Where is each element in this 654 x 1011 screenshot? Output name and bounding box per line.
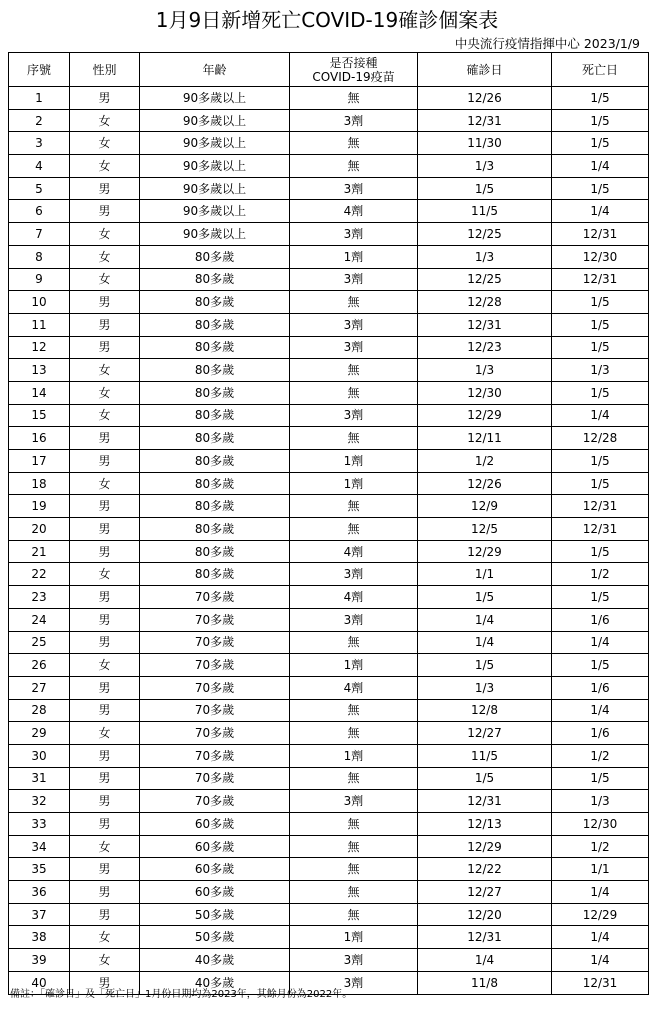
cell-vaccination: 無 [290, 881, 418, 904]
cell-vaccination: 無 [290, 631, 418, 654]
cell-serial: 30 [9, 744, 70, 767]
cell-death-date: 12/31 [552, 518, 649, 541]
cell-diagnosis-date: 1/3 [418, 245, 552, 268]
cell-death-date: 12/30 [552, 813, 649, 836]
cell-diagnosis-date: 12/11 [418, 427, 552, 450]
cell-sex: 男 [70, 177, 140, 200]
cell-sex: 女 [70, 155, 140, 178]
cell-sex: 男 [70, 767, 140, 790]
cell-age: 50多歲 [140, 903, 290, 926]
cell-age: 60多歲 [140, 813, 290, 836]
cell-death-date: 1/4 [552, 200, 649, 223]
cell-vaccination: 3劑 [290, 336, 418, 359]
cell-sex: 男 [70, 608, 140, 631]
cell-diagnosis-date: 12/28 [418, 291, 552, 314]
cell-diagnosis-date: 12/27 [418, 881, 552, 904]
cell-age: 80多歲 [140, 450, 290, 473]
cell-vaccination: 3劑 [290, 313, 418, 336]
table-row [9, 200, 649, 223]
cell-serial: 22 [9, 563, 70, 586]
cell-death-date: 1/4 [552, 155, 649, 178]
table-row [9, 699, 649, 722]
cell-age: 90多歲以上 [140, 223, 290, 246]
cell-death-date: 1/5 [552, 177, 649, 200]
cell-vaccination: 1劑 [290, 450, 418, 473]
cell-diagnosis-date: 12/23 [418, 336, 552, 359]
cell-age: 70多歲 [140, 744, 290, 767]
cell-diagnosis-date: 12/25 [418, 268, 552, 291]
cell-death-date: 1/5 [552, 450, 649, 473]
cell-serial: 10 [9, 291, 70, 314]
cell-serial: 37 [9, 903, 70, 926]
cell-diagnosis-date: 1/2 [418, 450, 552, 473]
death-cases-table [8, 52, 649, 995]
cell-diagnosis-date: 1/3 [418, 155, 552, 178]
cell-vaccination: 無 [290, 903, 418, 926]
cell-death-date: 1/4 [552, 631, 649, 654]
cell-death-date: 1/5 [552, 654, 649, 677]
cell-serial: 17 [9, 450, 70, 473]
cell-serial: 1 [9, 87, 70, 110]
cell-death-date: 1/5 [552, 336, 649, 359]
table-row [9, 427, 649, 450]
cell-vaccination: 3劑 [290, 971, 418, 994]
cell-sex: 女 [70, 722, 140, 745]
cell-vaccination: 4劑 [290, 586, 418, 609]
cell-vaccination: 3劑 [290, 109, 418, 132]
cell-diagnosis-date: 1/4 [418, 631, 552, 654]
cell-serial: 20 [9, 518, 70, 541]
table-row [9, 608, 649, 631]
cell-age: 90多歲以上 [140, 177, 290, 200]
cell-diagnosis-date: 12/8 [418, 699, 552, 722]
cell-diagnosis-date: 12/26 [418, 87, 552, 110]
cell-death-date: 1/3 [552, 359, 649, 382]
cell-age: 80多歲 [140, 472, 290, 495]
cell-vaccination: 3劑 [290, 790, 418, 813]
table-row [9, 381, 649, 404]
cell-diagnosis-date: 12/31 [418, 109, 552, 132]
cell-death-date: 1/5 [552, 291, 649, 314]
cell-sex: 男 [70, 903, 140, 926]
table-row [9, 586, 649, 609]
cell-vaccination: 1劑 [290, 472, 418, 495]
table-row [9, 744, 649, 767]
cell-vaccination: 1劑 [290, 245, 418, 268]
table-row [9, 245, 649, 268]
cell-diagnosis-date: 1/5 [418, 177, 552, 200]
cell-serial: 33 [9, 813, 70, 836]
header-age: 年齡 [140, 53, 290, 87]
cell-serial: 40 [9, 971, 70, 994]
cell-vaccination: 無 [290, 155, 418, 178]
cell-diagnosis-date: 1/3 [418, 359, 552, 382]
cell-serial: 4 [9, 155, 70, 178]
cell-death-date: 12/31 [552, 268, 649, 291]
cell-vaccination: 4劑 [290, 540, 418, 563]
cell-sex: 女 [70, 381, 140, 404]
cell-death-date: 12/28 [552, 427, 649, 450]
cell-serial: 34 [9, 835, 70, 858]
cell-sex: 男 [70, 699, 140, 722]
cell-sex: 女 [70, 359, 140, 382]
cell-age: 80多歲 [140, 336, 290, 359]
header-sex: 性別 [70, 53, 140, 87]
table-row [9, 813, 649, 836]
cell-vaccination: 1劑 [290, 744, 418, 767]
cell-death-date: 1/2 [552, 835, 649, 858]
table-header-row [9, 53, 649, 87]
cell-age: 70多歲 [140, 722, 290, 745]
cell-sex: 男 [70, 631, 140, 654]
table-row [9, 881, 649, 904]
cell-age: 80多歲 [140, 563, 290, 586]
cell-vaccination: 無 [290, 87, 418, 110]
cell-sex: 男 [70, 881, 140, 904]
table-row [9, 155, 649, 178]
cell-death-date: 12/31 [552, 495, 649, 518]
cell-sex: 女 [70, 563, 140, 586]
table-row [9, 835, 649, 858]
cell-sex: 女 [70, 223, 140, 246]
cell-serial: 18 [9, 472, 70, 495]
cell-diagnosis-date: 12/9 [418, 495, 552, 518]
cell-age: 50多歲 [140, 926, 290, 949]
cell-vaccination: 無 [290, 767, 418, 790]
table-row [9, 404, 649, 427]
cell-vaccination: 3劑 [290, 563, 418, 586]
cell-age: 40多歲 [140, 949, 290, 972]
cell-age: 60多歲 [140, 881, 290, 904]
cell-sex: 女 [70, 472, 140, 495]
cell-death-date: 1/3 [552, 790, 649, 813]
table-row [9, 654, 649, 677]
cell-age: 70多歲 [140, 790, 290, 813]
header-death-date: 死亡日 [552, 53, 649, 87]
cell-diagnosis-date: 1/3 [418, 676, 552, 699]
table-row [9, 132, 649, 155]
cell-sex: 男 [70, 744, 140, 767]
cell-death-date: 1/6 [552, 608, 649, 631]
table-row [9, 268, 649, 291]
cell-age: 90多歲以上 [140, 109, 290, 132]
cell-death-date: 1/2 [552, 563, 649, 586]
cell-death-date: 1/5 [552, 132, 649, 155]
cell-sex: 男 [70, 291, 140, 314]
cell-age: 80多歲 [140, 518, 290, 541]
cell-death-date: 12/30 [552, 245, 649, 268]
cell-diagnosis-date: 1/5 [418, 654, 552, 677]
header-diagnosis-date: 確診日 [418, 53, 552, 87]
cell-age: 80多歲 [140, 359, 290, 382]
table-row [9, 87, 649, 110]
table-row [9, 631, 649, 654]
header-serial: 序號 [9, 53, 70, 87]
cell-serial: 5 [9, 177, 70, 200]
cell-age: 60多歲 [140, 858, 290, 881]
cell-diagnosis-date: 12/29 [418, 404, 552, 427]
cell-sex: 男 [70, 336, 140, 359]
cell-age: 70多歲 [140, 699, 290, 722]
cell-age: 80多歲 [140, 381, 290, 404]
cell-death-date: 1/5 [552, 472, 649, 495]
cell-age: 80多歲 [140, 540, 290, 563]
table-row [9, 767, 649, 790]
cell-vaccination: 1劑 [290, 654, 418, 677]
cell-diagnosis-date: 1/4 [418, 608, 552, 631]
cell-age: 80多歲 [140, 245, 290, 268]
cell-death-date: 1/5 [552, 313, 649, 336]
cell-death-date: 1/6 [552, 722, 649, 745]
cell-serial: 2 [9, 109, 70, 132]
cell-vaccination: 無 [290, 495, 418, 518]
cell-vaccination: 3劑 [290, 268, 418, 291]
cell-serial: 39 [9, 949, 70, 972]
cell-age: 80多歲 [140, 268, 290, 291]
cell-sex: 男 [70, 427, 140, 450]
header-vaccination [290, 53, 418, 87]
cell-diagnosis-date: 1/5 [418, 586, 552, 609]
cell-vaccination: 無 [290, 359, 418, 382]
cell-age: 80多歲 [140, 427, 290, 450]
cell-sex: 男 [70, 87, 140, 110]
table-row [9, 926, 649, 949]
cell-diagnosis-date: 1/1 [418, 563, 552, 586]
cell-serial: 11 [9, 313, 70, 336]
cell-age: 90多歲以上 [140, 132, 290, 155]
cell-age: 60多歲 [140, 835, 290, 858]
cell-serial: 35 [9, 858, 70, 881]
cell-vaccination: 無 [290, 291, 418, 314]
cell-diagnosis-date: 1/5 [418, 767, 552, 790]
table-row [9, 450, 649, 473]
table-row [9, 291, 649, 314]
table-body [9, 87, 649, 995]
cell-age: 70多歲 [140, 608, 290, 631]
cell-death-date: 1/5 [552, 586, 649, 609]
table-row [9, 177, 649, 200]
cell-age: 70多歲 [140, 654, 290, 677]
header-vaccination-line1: 是否接種 [329, 55, 378, 70]
cell-diagnosis-date: 11/5 [418, 744, 552, 767]
cell-death-date: 1/5 [552, 540, 649, 563]
cell-diagnosis-date: 1/4 [418, 949, 552, 972]
table-row [9, 472, 649, 495]
table-row [9, 518, 649, 541]
cell-death-date: 1/5 [552, 109, 649, 132]
cell-sex: 女 [70, 926, 140, 949]
cell-death-date: 1/6 [552, 676, 649, 699]
cell-serial: 31 [9, 767, 70, 790]
table-row [9, 858, 649, 881]
table-row [9, 563, 649, 586]
cell-serial: 3 [9, 132, 70, 155]
cell-death-date: 1/4 [552, 404, 649, 427]
cell-vaccination: 3劑 [290, 404, 418, 427]
table-row [9, 540, 649, 563]
cell-diagnosis-date: 11/30 [418, 132, 552, 155]
cell-vaccination: 無 [290, 518, 418, 541]
cell-serial: 36 [9, 881, 70, 904]
cell-sex: 女 [70, 949, 140, 972]
cell-age: 70多歲 [140, 676, 290, 699]
cell-serial: 8 [9, 245, 70, 268]
cell-vaccination: 無 [290, 427, 418, 450]
table-row [9, 949, 649, 972]
cell-diagnosis-date: 12/31 [418, 313, 552, 336]
cell-diagnosis-date: 11/5 [418, 200, 552, 223]
cell-diagnosis-date: 12/31 [418, 790, 552, 813]
table-row [9, 359, 649, 382]
cell-serial: 29 [9, 722, 70, 745]
cell-vaccination: 無 [290, 813, 418, 836]
table-row [9, 722, 649, 745]
cell-sex: 女 [70, 835, 140, 858]
cell-vaccination: 無 [290, 381, 418, 404]
cell-age: 80多歲 [140, 313, 290, 336]
cell-serial: 21 [9, 540, 70, 563]
cell-vaccination: 4劑 [290, 676, 418, 699]
cell-serial: 12 [9, 336, 70, 359]
cell-age: 40多歲 [140, 971, 290, 994]
table-row [9, 109, 649, 132]
cell-diagnosis-date: 12/30 [418, 381, 552, 404]
cell-vaccination: 3劑 [290, 608, 418, 631]
cell-sex: 女 [70, 268, 140, 291]
cell-vaccination: 無 [290, 699, 418, 722]
cell-serial: 14 [9, 381, 70, 404]
cell-diagnosis-date: 12/20 [418, 903, 552, 926]
cell-death-date: 12/31 [552, 223, 649, 246]
cell-sex: 男 [70, 676, 140, 699]
table-row [9, 903, 649, 926]
cell-death-date: 1/4 [552, 949, 649, 972]
cell-vaccination: 無 [290, 132, 418, 155]
cell-sex: 男 [70, 313, 140, 336]
cell-age: 70多歲 [140, 767, 290, 790]
cell-sex: 男 [70, 518, 140, 541]
cell-diagnosis-date: 12/29 [418, 835, 552, 858]
page-title: 1月9日新增死亡COVID-19確診個案表 [155, 8, 499, 32]
footnote: 備註：「確診日」及「死亡日」1月份日期均為2023年，其餘月份為2022年。 [10, 989, 353, 1000]
cell-diagnosis-date: 11/8 [418, 971, 552, 994]
cell-sex: 男 [70, 540, 140, 563]
cell-death-date: 1/4 [552, 699, 649, 722]
table-row [9, 676, 649, 699]
cell-serial: 25 [9, 631, 70, 654]
cell-vaccination: 無 [290, 722, 418, 745]
cell-serial: 26 [9, 654, 70, 677]
cell-serial: 32 [9, 790, 70, 813]
cell-serial: 13 [9, 359, 70, 382]
cell-diagnosis-date: 12/26 [418, 472, 552, 495]
cell-vaccination: 3劑 [290, 223, 418, 246]
cell-death-date: 12/31 [552, 971, 649, 994]
cell-age: 90多歲以上 [140, 87, 290, 110]
cell-death-date: 12/29 [552, 903, 649, 926]
table-row [9, 790, 649, 813]
cell-serial: 15 [9, 404, 70, 427]
cell-age: 90多歲以上 [140, 155, 290, 178]
cell-death-date: 1/5 [552, 381, 649, 404]
cell-diagnosis-date: 12/27 [418, 722, 552, 745]
cell-vaccination: 1劑 [290, 926, 418, 949]
cell-serial: 6 [9, 200, 70, 223]
cell-vaccination: 3劑 [290, 177, 418, 200]
cell-sex: 女 [70, 109, 140, 132]
cell-vaccination: 3劑 [290, 949, 418, 972]
cell-serial: 19 [9, 495, 70, 518]
cell-sex: 女 [70, 654, 140, 677]
cell-serial: 7 [9, 223, 70, 246]
cell-diagnosis-date: 12/22 [418, 858, 552, 881]
cell-age: 80多歲 [140, 404, 290, 427]
cell-vaccination: 無 [290, 858, 418, 881]
cell-age: 90多歲以上 [140, 200, 290, 223]
source-and-date: 中央流行疫情指揮中心 2023/1/9 [454, 36, 640, 51]
cell-death-date: 1/2 [552, 744, 649, 767]
cell-sex: 女 [70, 245, 140, 268]
cell-diagnosis-date: 12/29 [418, 540, 552, 563]
cell-serial: 27 [9, 676, 70, 699]
cell-death-date: 1/1 [552, 858, 649, 881]
cell-serial: 16 [9, 427, 70, 450]
cell-vaccination: 4劑 [290, 200, 418, 223]
cell-diagnosis-date: 12/13 [418, 813, 552, 836]
cell-death-date: 1/4 [552, 881, 649, 904]
cell-serial: 24 [9, 608, 70, 631]
cell-sex: 男 [70, 790, 140, 813]
cell-serial: 28 [9, 699, 70, 722]
cell-diagnosis-date: 12/31 [418, 926, 552, 949]
cell-age: 80多歲 [140, 495, 290, 518]
cell-death-date: 1/4 [552, 926, 649, 949]
cell-sex: 男 [70, 586, 140, 609]
cell-sex: 男 [70, 813, 140, 836]
cell-diagnosis-date: 12/25 [418, 223, 552, 246]
cell-serial: 38 [9, 926, 70, 949]
cell-sex: 男 [70, 971, 140, 994]
cell-sex: 男 [70, 450, 140, 473]
cell-death-date: 1/5 [552, 87, 649, 110]
cell-sex: 男 [70, 200, 140, 223]
table-row [9, 495, 649, 518]
cell-age: 70多歲 [140, 631, 290, 654]
cell-sex: 女 [70, 132, 140, 155]
table-row [9, 313, 649, 336]
cell-sex: 女 [70, 404, 140, 427]
cell-age: 80多歲 [140, 291, 290, 314]
table-row [9, 223, 649, 246]
cell-serial: 9 [9, 268, 70, 291]
table-row [9, 336, 649, 359]
cell-serial: 23 [9, 586, 70, 609]
header-vaccination-line2: COVID-19疫苗 [312, 69, 395, 84]
cell-death-date: 1/5 [552, 767, 649, 790]
cell-sex: 男 [70, 858, 140, 881]
cell-diagnosis-date: 12/5 [418, 518, 552, 541]
cell-vaccination: 無 [290, 835, 418, 858]
cell-sex: 男 [70, 495, 140, 518]
cell-age: 70多歲 [140, 586, 290, 609]
